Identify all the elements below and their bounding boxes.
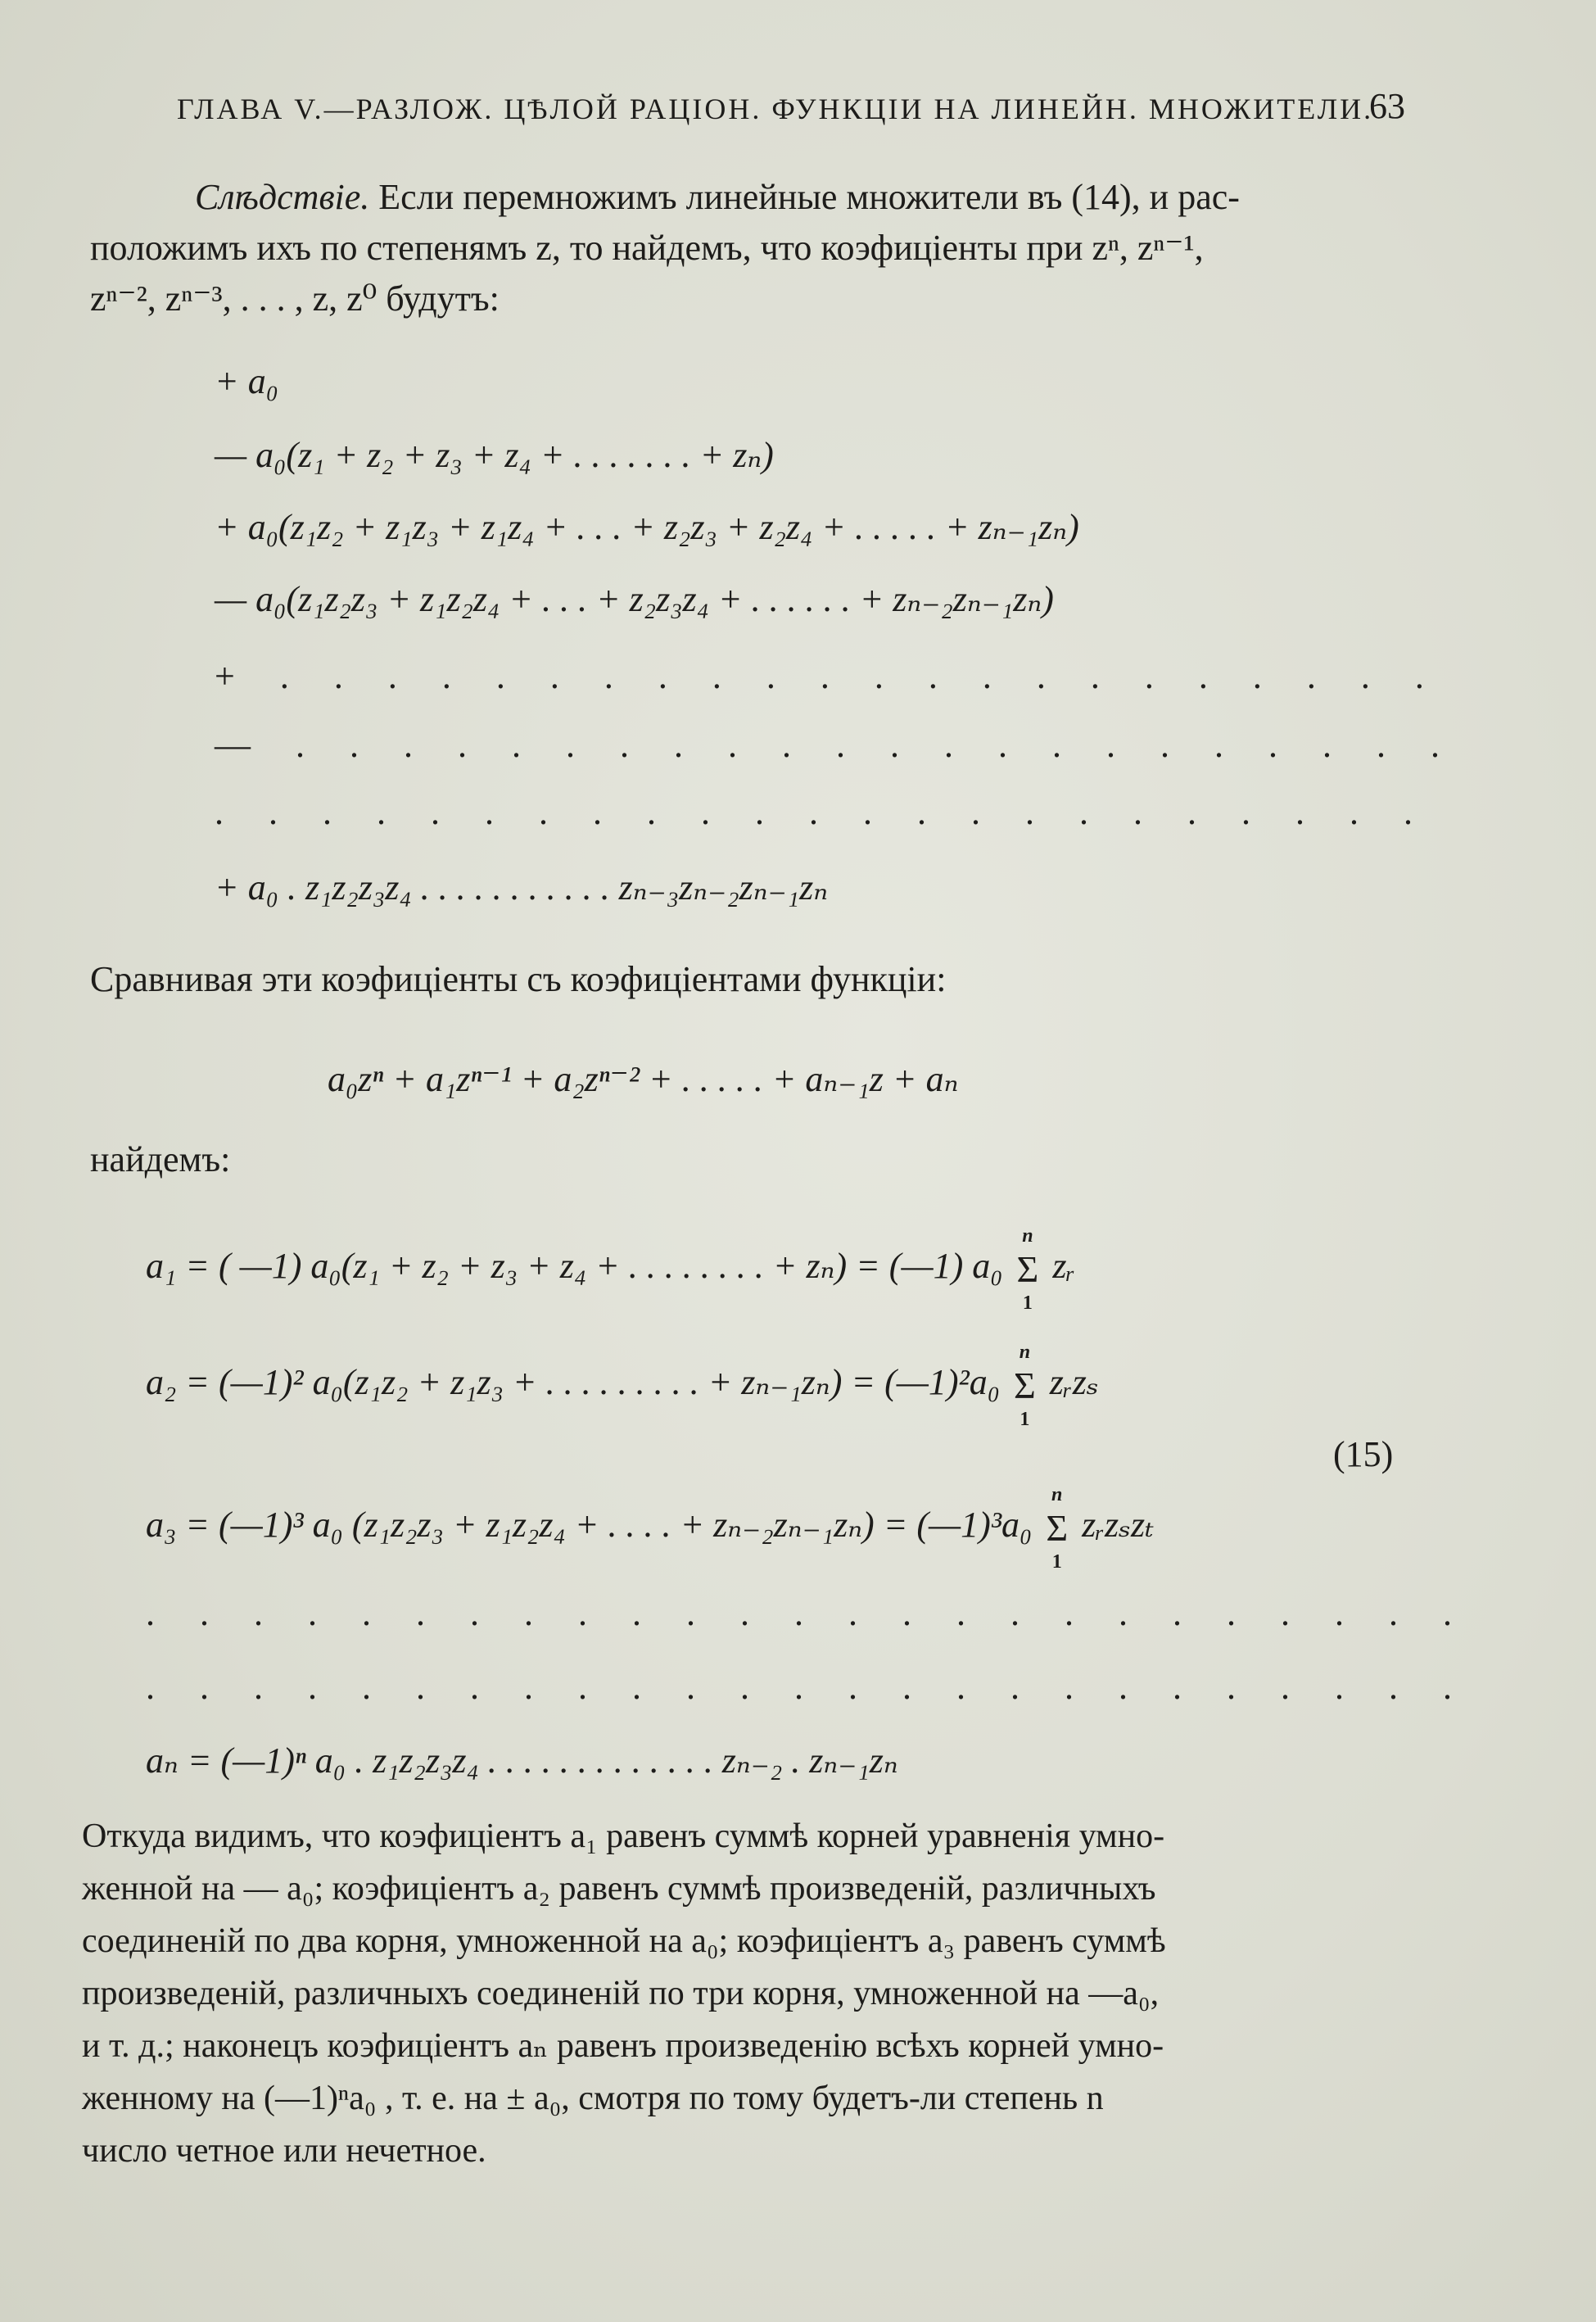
conclusion-line-4: произведеній, различныхъ соединеній по три корня, умноженной на —a₀, [82,1975,1160,2012]
sum-upper: n [1022,1224,1033,1247]
conclusion-line-7: число четное или нечетное. [82,2132,486,2170]
conclusion-line-3: соединеній по два корня, умноженной на a₀; коэфиціентъ a₃ равенъ суммѣ [82,1922,1166,1960]
equation-a2-body: a₂ = (—1)² a₀(z₁z₂ + z₁z₃ + . . . . . . . . . + zₙ₋₁zₙ) = (—1)²a₀ [146,1362,1001,1402]
equation-a1-body: a₁ = ( —1) a₀(z₁ + z₂ + z₃ + z₄ + . . . . . . . . + zₙ) = (—1) a₀ [146,1246,1003,1286]
equation-a2 [146,1341,1099,1430]
sum-sign-icon: Σ n 1 [1014,1341,1036,1430]
intro-line-1: Если перемножимъ линейные множители въ (14), и рас- [369,177,1240,217]
conclusion-line-1: Откуда видимъ, что коэфиціентъ a₁ равенъ суммѣ корней уравненія умно- [82,1817,1165,1855]
running-header [177,86,1405,126]
equation-dots-1: . . . . . . . . . . . . . . . . . . . . . . . . . [146,1593,1470,1633]
coefficient-dots-2: — . . . . . . . . . . . . . . . . . . . . . . [215,725,1458,765]
equation-a3-body: a₃ = (—1)³ a₀ (z₁z₂z₃ + z₁z₂z₄ + . . . . + zₙ₋₂zₙ₋₁zₙ) = (—1)³a₀ [146,1505,1033,1545]
sum-term: zᵣzₛzₜ [1082,1505,1154,1545]
running-title: ГЛАВА V.—РАЗЛОЖ. ЦѢЛОЙ РАЦІОН. ФУНКЦІИ НА ЛИНЕЙН. МНОЖИТЕЛИ. [177,93,1374,125]
conclusion-line-5: и т. д.; наконецъ коэфиціентъ aₙ равенъ произведенію всѣхъ корней умно- [82,2027,1164,2065]
equation-dots-2: . . . . . . . . . . . . . . . . . . . . . . . . . [146,1667,1470,1707]
function-expression: a₀zⁿ + a₁zⁿ⁻¹ + a₂zⁿ⁻² + . . . . . + aₙ₋₁z + aₙ [328,1059,959,1099]
coefficient-line-4: — a₀(z₁z₂z₃ + z₁z₂z₄ + . . . + z₂z₃z₄ + . . . . . . + zₙ₋₂zₙ₋₁zₙ) [215,579,1054,619]
sum-upper: n [1051,1483,1063,1505]
intro-paragraph [90,172,1240,324]
equation-a1 [146,1224,1076,1314]
coefficient-dots-1: + . . . . . . . . . . . . . . . . . . . . . . [215,656,1442,696]
equation-an: aₙ = (—1)ⁿ a₀ . z₁z₂z₃z₄ . . . . . . . . . . . . . zₙ₋₂ . zₙ₋₁zₙ [146,1740,898,1781]
coefficient-dots-3: . . . . . . . . . . . . . . . . . . . . . . . [215,792,1431,832]
intro-line-2: положимъ ихъ по степенямъ z, то найдемъ, что коэфиціенты при zⁿ, zⁿ⁻¹, [90,228,1204,268]
coefficient-line-last: + a₀ . z₁z₂z₃z₄ . . . . . . . . . . . zₙ₋₃zₙ₋₂zₙ₋₁zₙ [215,867,829,908]
coefficient-line-3: + a₀(z₁z₂ + z₁z₃ + z₁z₄ + . . . + z₂z₃ + z₂z₄ + . . . . . + zₙ₋₁zₙ) [215,507,1079,547]
sum-term: zᵣzₛ [1049,1362,1099,1402]
sum-upper: n [1019,1341,1031,1363]
conclusion-paragraph [82,1810,1408,2177]
page-number: 63 [1369,86,1405,126]
conclusion-line-2: женной на — a₀; коэфиціентъ a₂ равенъ суммѣ произведеній, различныхъ [82,1870,1156,1908]
sum-sign-icon: Σ n 1 [1016,1224,1039,1314]
intro-line-3: zⁿ⁻², zⁿ⁻³, . . . , z, z⁰ будутъ: [90,278,500,319]
conclusion-line-6: женному на (—1)ⁿa₀ , т. е. на ± a₀, смотря по тому будетъ-ли степень n [82,2080,1104,2117]
compare-text: Сравнивая эти коэфиціенты съ коэфиціентами функціи: [90,959,947,999]
sum-lower: 1 [1022,1292,1033,1314]
coefficient-line-2: — a₀(z₁ + z₂ + z₃ + z₄ + . . . . . . . + zₙ) [215,435,774,475]
corollary-label: Слѣдствіе. [195,177,370,217]
sum-term: zᵣ [1052,1246,1076,1286]
equation-number: (15) [1333,1434,1394,1474]
find-text: найдемъ: [90,1139,231,1179]
equation-a3 [146,1483,1154,1573]
sum-lower: 1 [1051,1550,1062,1573]
sum-lower: 1 [1020,1408,1030,1430]
sum-sign-icon: Σ n 1 [1046,1483,1069,1573]
coefficient-line-1: + a₀ [215,361,278,401]
